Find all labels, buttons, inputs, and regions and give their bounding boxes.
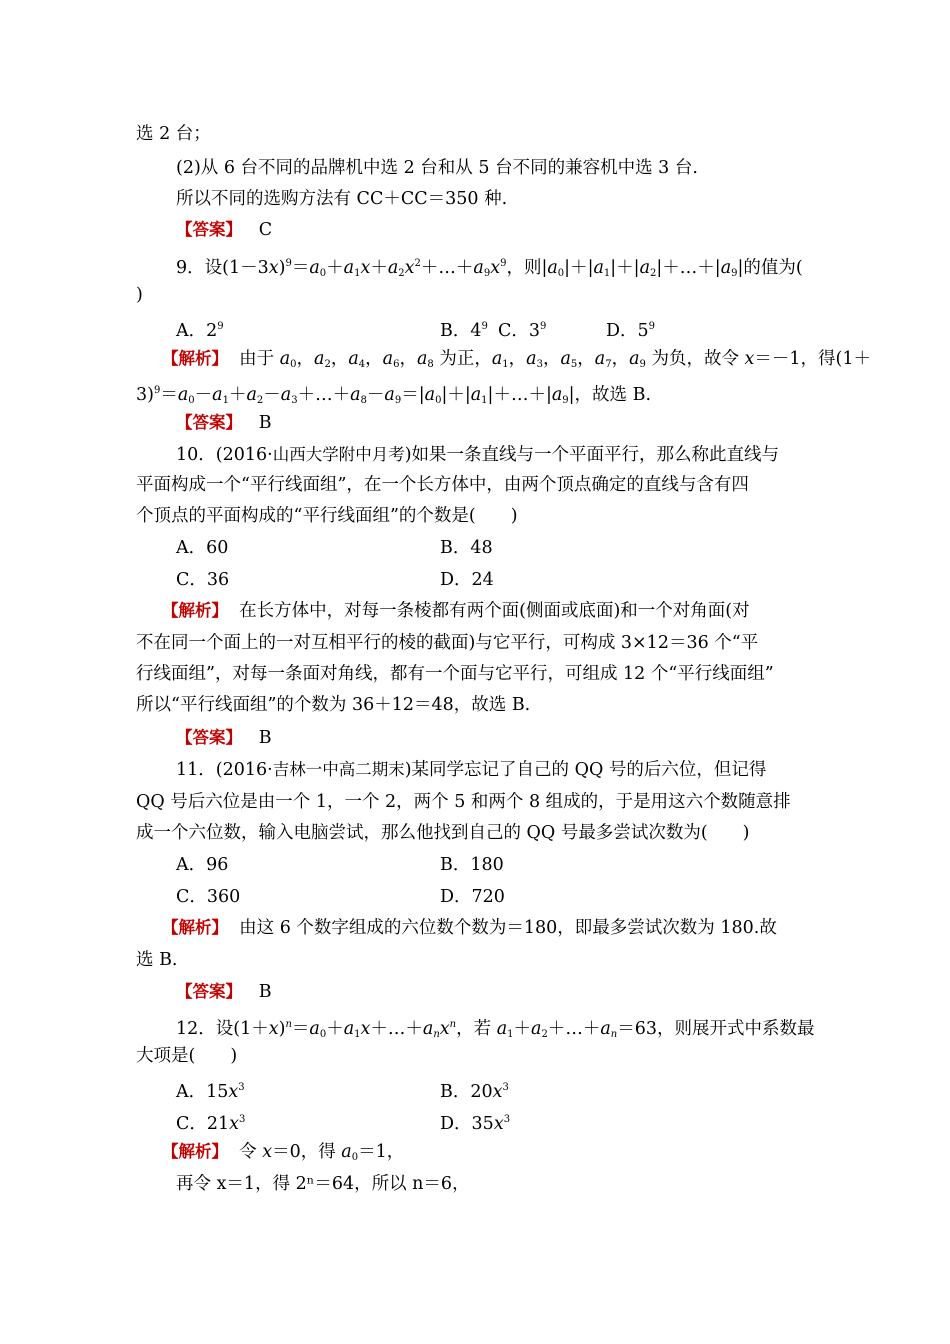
intro-line-3: 所以不同的选购方法有 CC＋CC＝350 种.	[176, 189, 508, 209]
q10-stem-line-3: 个顶点的平面构成的“平行线面组”的个数是( )	[136, 506, 518, 526]
q8-answer-line	[176, 218, 272, 242]
q11-option-b[interactable]: B．180	[440, 855, 504, 875]
q12-analysis-line-2: 再令 x＝1，得 2ⁿ＝64，所以 n＝6，	[176, 1174, 470, 1194]
q11-option-c[interactable]: C．360	[176, 887, 241, 907]
q11-answer-line	[176, 980, 272, 1004]
q10-analysis-line-2: 不在同一个面上的一对互相平行的棱的截面)与它平行，可构成 3×12＝36 个“平	[136, 633, 759, 653]
q12-analysis-line-1: 【解析】 令 x＝0，得 $a_0=1$，	[162, 1142, 405, 1163]
q9-stem-tail: )	[136, 285, 143, 305]
q9-option-c[interactable]: C．$3^9$	[498, 321, 547, 341]
q11-stem-line-2: QQ 号后六位是由一个 1，一个 2，两个 5 和两个 8 组成的，于是用这六个数随意排	[136, 792, 791, 812]
q10-answer-line	[176, 726, 272, 750]
q8-answer: C	[258, 220, 273, 240]
q11-stem-line-3: 成一个六位数，输入电脑尝试，那么他找到自己的 QQ 号最多尝试次数为( )	[136, 823, 750, 843]
q11-analysis-line-2: 选 B.	[136, 950, 178, 970]
q11-option-d[interactable]: D．720	[440, 887, 505, 907]
q9-answer-line	[176, 411, 272, 435]
answer-label: 【答案】	[176, 413, 242, 432]
q12-stem-line-1: 12．设$(1+x)^n=a_0+a_1x+\dots+a_nx^n$，若 $a_1+a_2+\dots+a_n=63$，则展开式中系数最	[176, 1019, 815, 1040]
q11-stem-line-1: 11．(2016·吉林一中高二期末)某同学忘记了自己的 QQ 号的后六位，但记得	[176, 760, 767, 780]
q12-option-a[interactable]: A．$15x^3$	[176, 1082, 245, 1102]
analysis-label: 【解析】	[162, 918, 228, 937]
q9-option-a[interactable]: A．$2^9$	[176, 321, 224, 341]
q12-option-b[interactable]: B．$20x^3$	[440, 1082, 509, 1102]
q10-stem-line-1: 10．(2016·山西大学附中月考)如果一条直线与一个平面平行，那么称此直线与	[176, 445, 780, 465]
q11-answer: B	[258, 982, 272, 1002]
analysis-label: 【解析】	[162, 349, 228, 368]
answer-label: 【答案】	[176, 728, 242, 747]
q11-analysis-line-1: 【解析】 由这 6 个数字组成的六位数个数为＝180，即最多尝试次数为 180.故	[162, 918, 777, 938]
q9-option-b[interactable]: B．$4^9$	[440, 321, 488, 341]
q10-option-a[interactable]: A．60	[176, 538, 229, 558]
intro-line-2: (2)从 6 台不同的品牌机中选 2 台和从 5 台不同的兼容机中选 3 台.	[176, 158, 698, 178]
analysis-label: 【解析】	[162, 1142, 228, 1161]
answer-label: 【答案】	[176, 220, 242, 239]
q11-source: 吉林一中高二期末	[272, 760, 405, 779]
answer-label: 【答案】	[176, 982, 242, 1001]
q9-number: 9．	[176, 258, 205, 278]
q9-analysis-line-1: 【解析】 由于 $a_0$，$a_2$，$a_4$，$a_6$，$a_8$ 为正，$a_1$，$a_3$，$a_5$，$a_7$，$a_9$ 为负，故令 x＝－1，得(1＋	[162, 349, 872, 370]
q9-stem: 9．设$(1-3x)^9=a_0+a_1x+a_2x^2+\dots+a_9x^9$，则$|a_0|+|a_1|+|a_2|+\dots+|a_9|$的值为(	[176, 258, 803, 279]
q10-answer: B	[258, 728, 272, 748]
q9-analysis-line-2: $3)^9=a_0-a_1+a_2-a_3+\dots+a_8-a_9=|a_0|+|a_1|+\dots+|a_9|$，故选 B.	[136, 385, 652, 406]
q9-options	[176, 315, 796, 339]
q11-option-a[interactable]: A．96	[176, 855, 229, 875]
intro-line-1: 选 2 台；	[136, 124, 211, 144]
q10-analysis-line-3: 行线面组”，对每一条面对角线，都有一个面与它平行，可组成 12 个“平行线面组”	[136, 664, 774, 684]
q9-option-d[interactable]: D．$5^9$	[606, 321, 656, 341]
q10-source: 山西大学附中月考	[272, 445, 405, 464]
q10-option-c[interactable]: C．36	[176, 570, 230, 590]
q10-analysis-line-1: 【解析】 在长方体中，对每一条棱都有两个面(侧面或底面)和一个对角面(对	[162, 601, 750, 621]
q10-stem-line-2: 平面构成一个“平行线面组”，在一个长方体中，由两个顶点确定的直线与含有四	[136, 475, 749, 495]
analysis-label: 【解析】	[162, 601, 228, 620]
q12-option-d[interactable]: D．$35x^3$	[440, 1114, 511, 1134]
q12-stem-line-2: 大项是( )	[136, 1046, 238, 1066]
q9-answer: B	[258, 413, 272, 433]
q10-option-d[interactable]: D．24	[440, 570, 494, 590]
q12-option-c[interactable]: C．$21x^3$	[176, 1114, 246, 1134]
q10-analysis-line-4: 所以“平行线面组”的个数为 36＋12＝48，故选 B.	[136, 695, 531, 715]
q10-option-b[interactable]: B．48	[440, 538, 493, 558]
